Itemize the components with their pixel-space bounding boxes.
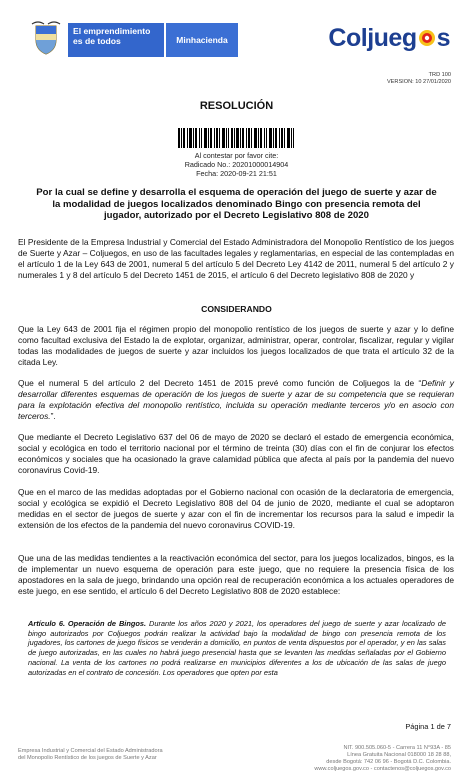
considerando-paragraph-4: Que en el marco de las medidas adoptadas por el Gobierno nacional con ocasión de la declaratoria de emergencia, social y ecológica se expidió el Decreto Legislativo 808 del 04 de junio de 2020, mediante el cual se adoptaron medidas en el sector de juegos de suerte y azar con el fin de incrementar los recursos para la salud e impedir la extensión de los efectos de la pandemia del nuevo coronavirus COVID-19. <box>18 487 454 530</box>
footer-entity-line1: Empresa Industrial y Comercial del Estado Administradora <box>18 748 163 754</box>
document-title: RESOLUCIÓN <box>199 100 274 112</box>
page-number: Página 1 de 7 <box>405 722 451 731</box>
cite-instruction: Al contestar por favor cite: <box>194 151 279 160</box>
footer-entity <box>18 748 163 762</box>
considerando-heading: CONSIDERANDO <box>201 304 272 314</box>
trd-code: TRD 100 <box>428 72 451 78</box>
brand-text-right: s <box>436 24 450 52</box>
considerando-paragraph-2 <box>18 378 454 422</box>
gov-slogan-line2: es de todos <box>73 36 121 46</box>
barcode-icon <box>178 128 294 148</box>
quote-close: ”. <box>50 411 56 421</box>
considerando-paragraph-3: Que mediante el Decreto Legislativo 637 del 06 de mayo de 2020 se declaró el estado de emergencia económica, social y ecológica en todo el territorio nacional por el término de treinta (30) días con el fin de conjurar los efectos económicos y sociales que ha ocasionado la grave calamidad pública que afecta al país por la pandemia del nuevo coronavirus Covid-19. <box>18 432 454 475</box>
radicado-date: Fecha: 2020-09-21 21:51 <box>196 169 277 178</box>
coljuegos-pin-icon <box>418 25 436 43</box>
footer-phone: Línea Gratuita Nacional 018000 18 28 88, <box>347 752 451 758</box>
gov-slogan-line1: El emprendimiento <box>73 26 151 36</box>
footer-entity-line2: del Monopolio Rentístico de los juegos de Suerte y Azar <box>18 755 157 761</box>
footer-contact <box>314 745 451 773</box>
footer-nit-address: NIT. 900.505.060-5 - Carrera 11 N°93A - 85 <box>343 745 451 751</box>
considerando-paragraph-1: Que la Ley 643 de 2001 fija el régimen propio del monopolio rentístico de los juegos de suerte y azar y lo define como facultad exclusiva del Estado la de explotar, organizar, administrar, operar, controlar, fiscalizar, regular y vigilar todas las modalidades de juegos de suerte y azar incluidos los juegos localizados de que trata el artículo 32 de la citada Ley. <box>18 324 454 367</box>
article-body: Durante los años 2020 y 2021, los operadores del juego de suerte y azar localizado de bingo autorizados por Coljuegos podrán realizar la actividad bajo la modalidad de bingo con presencia remota de los jugadores, los cartones de juego físicos se venderán a domicilio, en puntos de venta dispuestos por el operador, y en las salas de juego autorizadas, en las cuales no habrá juego presencial hasta que se levanten las medidas señaladas por el Gobierno nacional. La venta de los cartones no podrá realizarse en municipios diferentes a los de ubicación de las salas de juego autorizadas en el contrato de concesión. Los operadores que opten por esta <box>28 619 446 677</box>
footer-bogota: desde Bogotá: 742 06 96 - Bogotá D.C. Colombia. <box>326 759 451 765</box>
quoted-article <box>28 619 446 677</box>
ministry-label: Minhacienda <box>166 23 238 57</box>
gov-banner <box>68 23 164 57</box>
coljuegos-logo <box>328 24 450 53</box>
footer-web-email: www.coljuegos.gov.co - contactenos@coljuegos.gov.co <box>314 766 451 772</box>
version-line: VERSION: 10 27/01/2020 <box>386 79 451 85</box>
preamble-paragraph: El Presidente de la Empresa Industrial y Comercial del Estado Administradora del Monopolio Rentístico de los juegos de Suerte y Azar – Coljuegos, en uso de las facultades legales y reglamentarias, en especial de las contempladas en el artículo 1 de la Ley 643 de 2001, numeral 5 del artículo 5 del Decreto Ley 4142 de 2011, numeral 5 del artículo 2 y numerales 1 y 8 del artículo 5 del Decreto 1451 de 2015, el artículo 6 del Decreto legislativo 808 de 2020 y <box>18 237 454 280</box>
document-header <box>30 20 450 60</box>
brand-text-left: Coljueg <box>328 24 417 52</box>
quote-intro: Que el numeral 5 del artículo 2 del Decreto 1451 de 2015 prevé como función de Coljuegos la de “ <box>18 378 422 388</box>
considerando-paragraph-5: Que una de las medidas tendientes a la reactivación económica del sector, para los juegos localizados, bingos, es la de implementar un nuevo esquema de operación para este juego, que no requiere la presencia física de los apostadores en la sala de juego, brindando una opción real de recuperación económica a los actuales operadores de este juego, en ese sentido, el artículo 6 del Decreto Legislativo 808 de 2020 establece: <box>18 553 454 596</box>
radicado-number: Radicado No.: 20201000014904 <box>184 160 289 169</box>
trd-version <box>387 72 451 86</box>
colombia-coat-of-arms-icon <box>30 20 62 56</box>
article-heading: Artículo 6. Operación de Bingos. <box>28 619 147 628</box>
radicado-block <box>0 151 473 178</box>
resolution-subject: Por la cual se define y desarrolla el esquema de operación del juego de suerte y azar de la modalidad de juegos localizados denominado Bingo con presencia remota del jugador, autorizado por el Decreto Legislativo 808 de 2020 <box>36 187 437 221</box>
quoted-function: Definir y desarrollar diferentes esquemas de operación de los juegos de suerte y azar de su competencia que se requieran para la explotación efectiva del monopolio rentístico, incluida su operación mediante terceros y/o en asocio con terceros. <box>18 378 454 421</box>
